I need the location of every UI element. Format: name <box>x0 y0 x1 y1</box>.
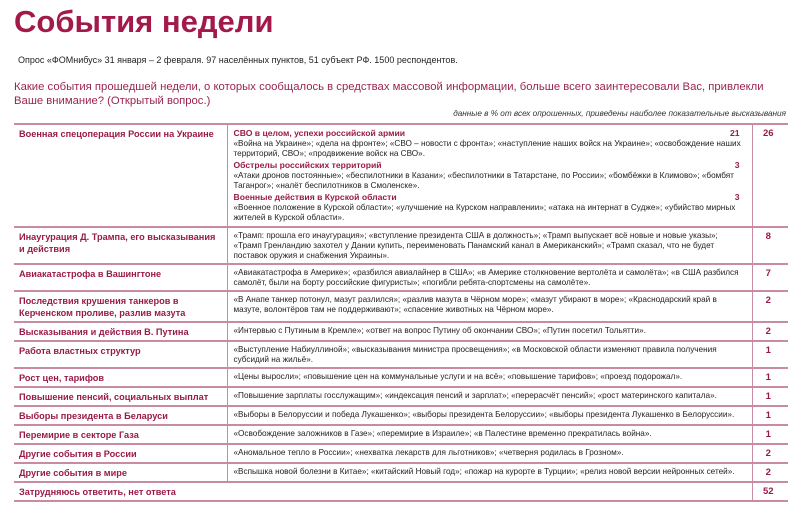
event-percent: 1 <box>752 425 788 444</box>
no-answer-label: Затрудняюсь ответить, нет ответа <box>14 482 752 501</box>
table-row <box>14 406 788 425</box>
subtopic-value: 21 <box>729 128 740 138</box>
event-topic: Выборы президента в Беларуси <box>14 406 227 425</box>
subtopic-header <box>234 160 746 171</box>
event-percent: 7 <box>752 264 788 291</box>
event-percent: 26 <box>752 124 788 227</box>
table-row <box>14 124 788 227</box>
survey-info: Опрос «ФОМнибус» 31 января – 2 февраля. 97 населённых пунктов, 51 субъект РФ. 1500 респондентов. <box>18 55 458 65</box>
event-quotes: «В Анапе танкер потонул, мазут разлился»; «разлив мазута в Чёрном море»; «мазут убирают в море»; «Краснодарский край в мазуте, волонтёров там не поддерживают»; «спасение животных на Чёрном море». <box>227 291 752 322</box>
survey-question: Какие события прошедшей недели, о которых сообщалось в средствах массовой информации, больше всего заинтересовали Вас, привлекли Ваше внимание? (Открытый вопрос.) <box>14 81 764 107</box>
subtopic-header <box>234 192 746 203</box>
table-row <box>14 463 788 482</box>
event-percent: 2 <box>752 322 788 341</box>
event-quotes: «Аномальное тепло в России»; «нехватка лекарств для льготников»; «четверня родилась в Грозном». <box>227 444 752 463</box>
event-topic: Рост цен, тарифов <box>14 368 227 387</box>
event-quotes: «Авиакатастрофа в Америке»; «разбился авиалайнер в США»; «в Америке столкновение вертолёта и самолёта»; «в США разбился самолёт, были на борту российские фигуристы»; «погибли ребята-спортсмены на самолёте». <box>227 264 752 291</box>
event-quotes <box>227 124 752 227</box>
table-row <box>14 227 788 264</box>
table-row <box>14 341 788 368</box>
subtopic-value: 3 <box>734 160 740 170</box>
event-percent: 2 <box>752 444 788 463</box>
table-row <box>14 264 788 291</box>
event-topic: Инаугурация Д. Трампа, его высказывания и действия <box>14 227 227 264</box>
event-topic: Повышение пенсий, социальных выплат <box>14 387 227 406</box>
table-row <box>14 444 788 463</box>
subtopic-title: СВО в целом, успехи российской армии <box>233 128 406 138</box>
event-quotes: «Повышение зарплаты госслужащим»; «индексация пенсий и зарплат»; «перерасчёт пенсий»; «рост материнского капитала». <box>227 387 752 406</box>
subtopic-title: Военные действия в Курской области <box>233 192 397 202</box>
event-percent: 1 <box>752 387 788 406</box>
event-quotes: «Вспышка новой болезни в Китае»; «китайский Новый год»; «пожар на курорте в Турции»; «релиз новой версии нейронных сетей». <box>227 463 752 482</box>
event-percent: 2 <box>752 291 788 322</box>
event-percent: 2 <box>752 463 788 482</box>
event-topic: Высказывания и действия В. Путина <box>14 322 227 341</box>
event-quotes: «Трамп: прошла его инаугурация»; «вступление президента США в должность»; «Трамп выпускает всё новые и новые указы»; «Трамп Гренландию захотел у Дании купить, переименовать Панамский канал в Американский»; «Трамп сказал, что не будет поставок оружия и снабжения Украины». <box>227 227 752 264</box>
subtopic-value: 3 <box>734 192 740 202</box>
event-percent: 1 <box>752 406 788 425</box>
event-topic: Работа властных структур <box>14 341 227 368</box>
table-row <box>14 387 788 406</box>
subtopic-quotes: «Война на Украине»; «дела на фронте»; «СВО – новости с фронта»; «наступление наших войск на Украине»; «освобождение наших территорий, СВО»; «продвижение войск на СВО». <box>233 139 741 158</box>
event-quotes: «Освобождение заложников в Газе»; «перемирие в Израиле»; «в Палестине временно прекратилась война». <box>227 425 752 444</box>
subtopic-title: Обстрелы российских территорий <box>233 160 382 170</box>
no-answer-percent: 52 <box>752 482 788 501</box>
table-row <box>14 322 788 341</box>
event-quotes: «Интервью с Путиным в Кремле»; «ответ на вопрос Путину об окончании СВО»; «Путин посетил Тольятти». <box>227 322 752 341</box>
event-topic: Последствия крушения танкеров в Керченском проливе, разлив мазута <box>14 291 227 322</box>
event-topic: Военная спецоперация России на Украине <box>14 124 227 227</box>
event-topic: Другие события в мире <box>14 463 227 482</box>
table-row <box>14 425 788 444</box>
results-table <box>14 123 788 502</box>
table-row <box>14 368 788 387</box>
event-percent: 1 <box>752 368 788 387</box>
event-quotes: «Выступление Набиуллиной»; «высказывания министра просвещения»; «в Московской области изменяют правила получения субсидий на жильё». <box>227 341 752 368</box>
data-note: данные в % от всех опрошенных, приведены наиболее показательные высказывания <box>453 109 786 118</box>
event-quotes: «Выборы в Белоруссии и победа Лукашенко»; «выборы президента Белоруссии»; «выборы президента Лукашенко в Белоруссии». <box>227 406 752 425</box>
table-row <box>14 291 788 322</box>
subtopic-header <box>234 128 746 139</box>
event-topic: Перемирие в секторе Газа <box>14 425 227 444</box>
page-title: События недели <box>14 4 274 39</box>
subtopic-quotes: «Военное положение в Курской области»; «улучшение на Курском направлении»; «атака на интернат в Судже»; «убийство мирных жителей в Курской области». <box>233 203 736 222</box>
event-topic: Другие события в России <box>14 444 227 463</box>
table-row-no-answer <box>14 482 788 501</box>
event-quotes: «Цены выросли»; «повышение цен на коммунальные услуги и на всё»; «повышение тарифов»; «проезд подорожал». <box>227 368 752 387</box>
event-percent: 1 <box>752 341 788 368</box>
subtopic-quotes: «Атаки дронов постоянные»; «беспилотники в Казани»; «беспилотники в Татарстане, по России»; «бомбёжки в Климово»; «бомбят Таганрог»; «налёт беспилотников в Смоленске». <box>233 171 734 190</box>
event-percent: 8 <box>752 227 788 264</box>
event-topic: Авиакатастрофа в Вашингтоне <box>14 264 227 291</box>
